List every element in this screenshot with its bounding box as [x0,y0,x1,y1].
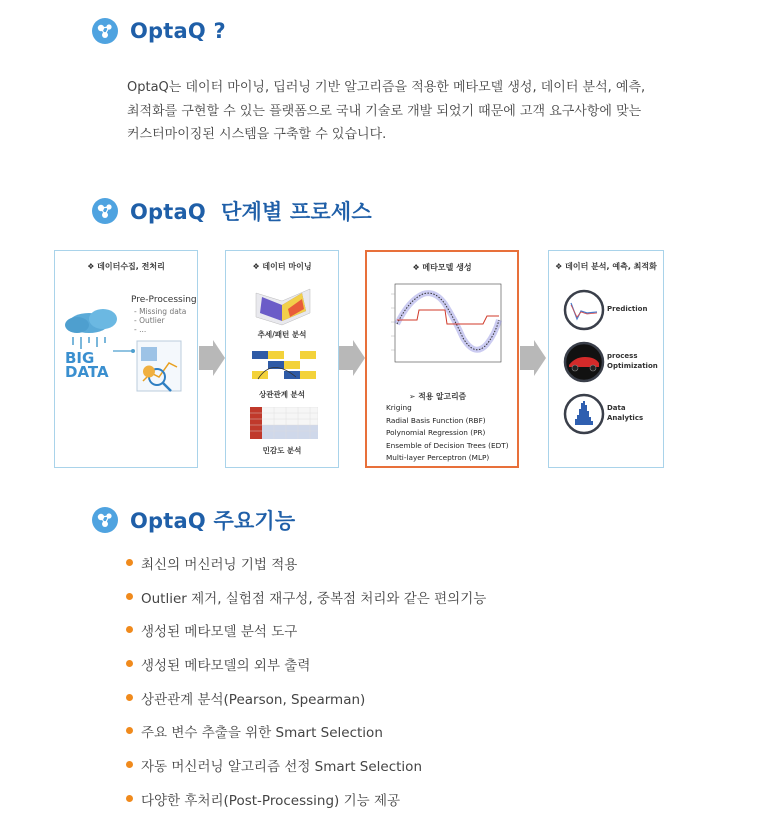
section-title: OptaQ 주요기능 [130,509,296,533]
list-item [126,620,486,654]
output-label-line: Optimization [607,362,658,370]
algorithm-item: Multi-layer Perceptron (MLP) [386,453,490,462]
preprocessing-list [134,307,186,334]
feature-text: Outlier 제거, 실험점 재구성, 중복점 처리와 같은 편의기능 [141,590,487,607]
section-heading-optaq [92,18,226,44]
preprocessing-title: Pre-Processing [131,295,197,305]
histogram-analytics-icon [563,393,605,435]
intro-line: 최적화를 구현할 수 있는 플랫폼으로 국내 기술로 개발 되었기 때문에 고객 요구사항에 맞는 [127,103,642,119]
bullet-icon [126,761,133,768]
metamodel-fit-plot [383,280,505,372]
algorithm-item: Ensemble of Decision Trees (EDT) [386,440,509,450]
step-title: ❖ 데이터 분석, 예측, 최적화 [555,262,657,271]
step-title: ❖ 데이터수집, 전처리 [87,262,165,271]
bullet-icon [126,795,133,802]
process-step-mining [225,250,339,468]
feature-text: 자동 머신러닝 알고리즘 선정 Smart Selection [141,759,422,776]
bullet-icon [126,593,133,600]
list-item [126,587,486,621]
process-arrow-icon [520,340,546,376]
list-item [126,654,486,688]
feature-text: 최신의 머신러닝 기법 적용 [141,557,298,573]
bullet-icon [126,626,133,633]
intro-line: OptaQ는 데이터 마이닝, 딥러닝 기반 알고리즘을 적용한 메타모델 생성, 데이터 분석, 예측, [127,80,646,95]
surface-plot-thumbnail [252,283,314,327]
algorithm-item: Polynomial Regression (PR) [386,428,486,437]
data-word: DATA [65,363,109,381]
molecule-icon [92,18,118,44]
bullet-icon [126,694,133,701]
car-optimization-icon [563,341,605,383]
feature-text: 생성된 메타모델 분석 도구 [141,624,298,641]
algorithm-item: Kriging [386,403,412,412]
step-title: ❖ 데이터 마이닝 [252,262,312,271]
sensitivity-table-thumbnail [250,407,318,439]
process-arrow-icon [199,340,225,376]
list-item [126,688,486,722]
intro-paragraph [127,76,687,147]
bullet-icon [126,559,133,566]
intro-line: 커스터마이징된 시스템을 구축할 수 있습니다. [127,127,387,142]
preprocessing-item: - Outlier [134,316,165,325]
output-label-line: Analytics [607,414,644,422]
prediction-chart-icon [563,289,605,331]
list-item [126,553,486,587]
molecule-icon [92,198,118,224]
correlation-table-thumbnail [252,349,316,383]
big-word: BIG [65,349,95,367]
feature-text: 상관관계 분석(Pearson, Spearman) [141,691,366,708]
list-item [126,721,486,755]
analysis-label: 추세/패턴 분석 [257,330,307,339]
output-label [607,403,643,423]
step-title: ❖ 메타모델 생성 [412,263,472,272]
bullet-icon [126,727,133,734]
feature-list [126,553,486,823]
output-label-line: Data [607,404,626,412]
algorithm-heading: ➢ 적용 알고리즘 [409,392,467,401]
analysis-label: 상관관계 분석 [258,390,306,399]
section-heading-features [92,505,295,535]
algorithm-item: Radial Basis Function (RBF) [386,415,486,425]
process-step-analysis [548,250,664,468]
algorithm-list [386,402,509,465]
process-arrow-icon [339,340,365,376]
section-title: OptaQ ? [130,19,226,43]
output-label-line: Prediction [607,305,648,313]
list-item [126,789,486,823]
feature-text: 다양한 후처리(Post-Processing) 기능 제공 [141,792,401,809]
list-item [126,755,486,789]
output-label-line: process [607,352,638,360]
preprocessing-item: - Missing data [134,307,187,316]
output-label [607,351,658,371]
bullet-icon [126,660,133,667]
output-label [607,305,647,313]
section-heading-process [92,196,372,226]
preprocessing-item: - ... [134,325,147,334]
feature-text: 생성된 메타모델의 외부 출력 [141,658,311,675]
analysis-label: 민감도 분석 [262,446,302,455]
process-step-collect [54,250,198,468]
big-data-label [65,351,109,379]
section-title: OptaQ 단계별 프로세스 [130,200,372,224]
feature-text: 주요 변수 추출을 위한 Smart Selection [141,725,383,742]
molecule-icon [92,507,118,533]
